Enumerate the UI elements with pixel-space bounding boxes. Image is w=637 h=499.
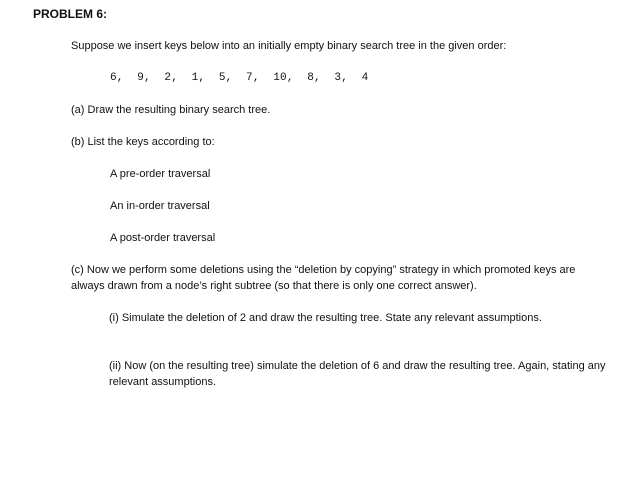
problem-title: PROBLEM 6: xyxy=(33,7,108,21)
part-c-ii-question: (ii) Now (on the resulting tree) simulate the deletion of 6 and draw the resulting tree. Again, stating any relevant assumptions. xyxy=(109,360,606,388)
preorder-item: A pre-order traversal xyxy=(110,168,211,180)
inorder-item: An in-order traversal xyxy=(110,200,210,212)
part-a-question: (a) Draw the resulting binary search tree. xyxy=(71,104,271,116)
postorder-item: A post-order traversal xyxy=(110,232,216,244)
key-sequence: 6, 9, 2, 1, 5, 7, 10, 8, 3, 4 xyxy=(110,72,369,84)
part-c-i-question: (i) Simulate the deletion of 2 and draw the resulting tree. State any relevant assumptions. xyxy=(109,312,542,324)
part-c-question: (c) Now we perform some deletions using the “deletion by copying” strategy in which promoted keys are always drawn from a node’s right subtree (so that there is only one correct answer). xyxy=(71,264,576,292)
part-b-question: (b) List the keys according to: xyxy=(71,136,215,148)
problem-intro: Suppose we insert keys below into an initially empty binary search tree in the given order: xyxy=(71,40,507,52)
